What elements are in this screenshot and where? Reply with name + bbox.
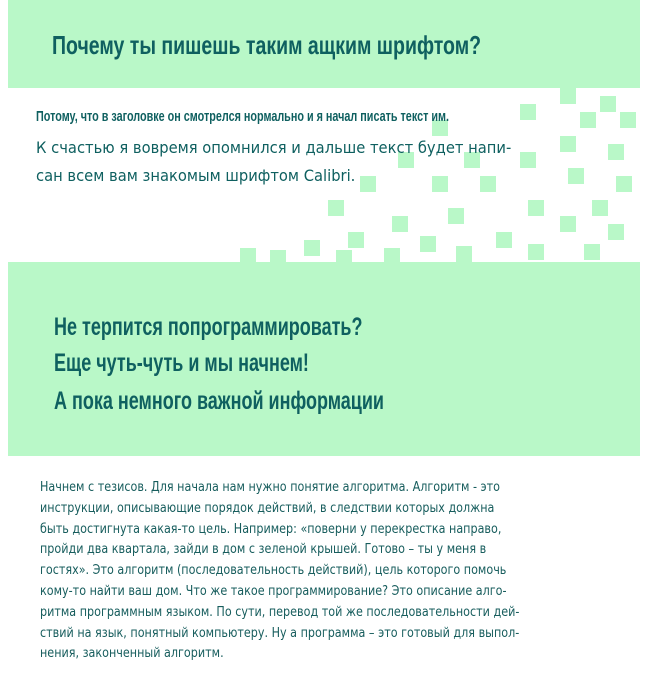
- intro-bold-line: Потому, что в заголовке он смотрелся нормально и я начал писать текст им.: [36, 108, 450, 125]
- intro-line: К счастью я вовремя опомнился и дальше текст будет напи-: [36, 138, 512, 157]
- subheading-2: Еще чуть-чуть и мы начнем!: [54, 349, 309, 377]
- subheading-1: Не терпится попрограммировать?: [54, 313, 363, 341]
- body-line: нения, законченный алгоритм.: [40, 646, 224, 662]
- page-title: Почему ты пишешь таким ащким шрифтом?: [52, 30, 482, 60]
- intro-line: сан всем вам знакомым шрифтом Calibri.: [36, 166, 356, 185]
- body-line: ритма программным языком. По сути, перевод той же последовательности дей-: [40, 604, 520, 620]
- body-line: инструкции, описывающие порядок действий, в следствии которых должна: [40, 500, 495, 516]
- body-paragraph: [40, 478, 610, 665]
- body-line: Начнем с тезисов. Для начала нам нужно понятие алгоритма. Алгоритм - это: [40, 480, 501, 495]
- body-line: кому-то найти ваш дом. Что же такое программирование? Это описание алго-: [40, 583, 507, 599]
- body-line: быть достигнута какая-то цель. Например: «поверни у перекрестка направо,: [40, 521, 502, 537]
- body-line: ствий на язык, понятный компьютеру. Ну а программа – это готовый для выпол-: [40, 625, 520, 641]
- body-line: пройди два квартала, зайди в дом с зеленой крышей. Готово – ты у меня в: [40, 542, 487, 558]
- body-line: гостях». Это алгоритм (последовательность действий), цель которого помочь: [40, 563, 507, 579]
- subheading-3: А пока немного важной информации: [54, 387, 384, 415]
